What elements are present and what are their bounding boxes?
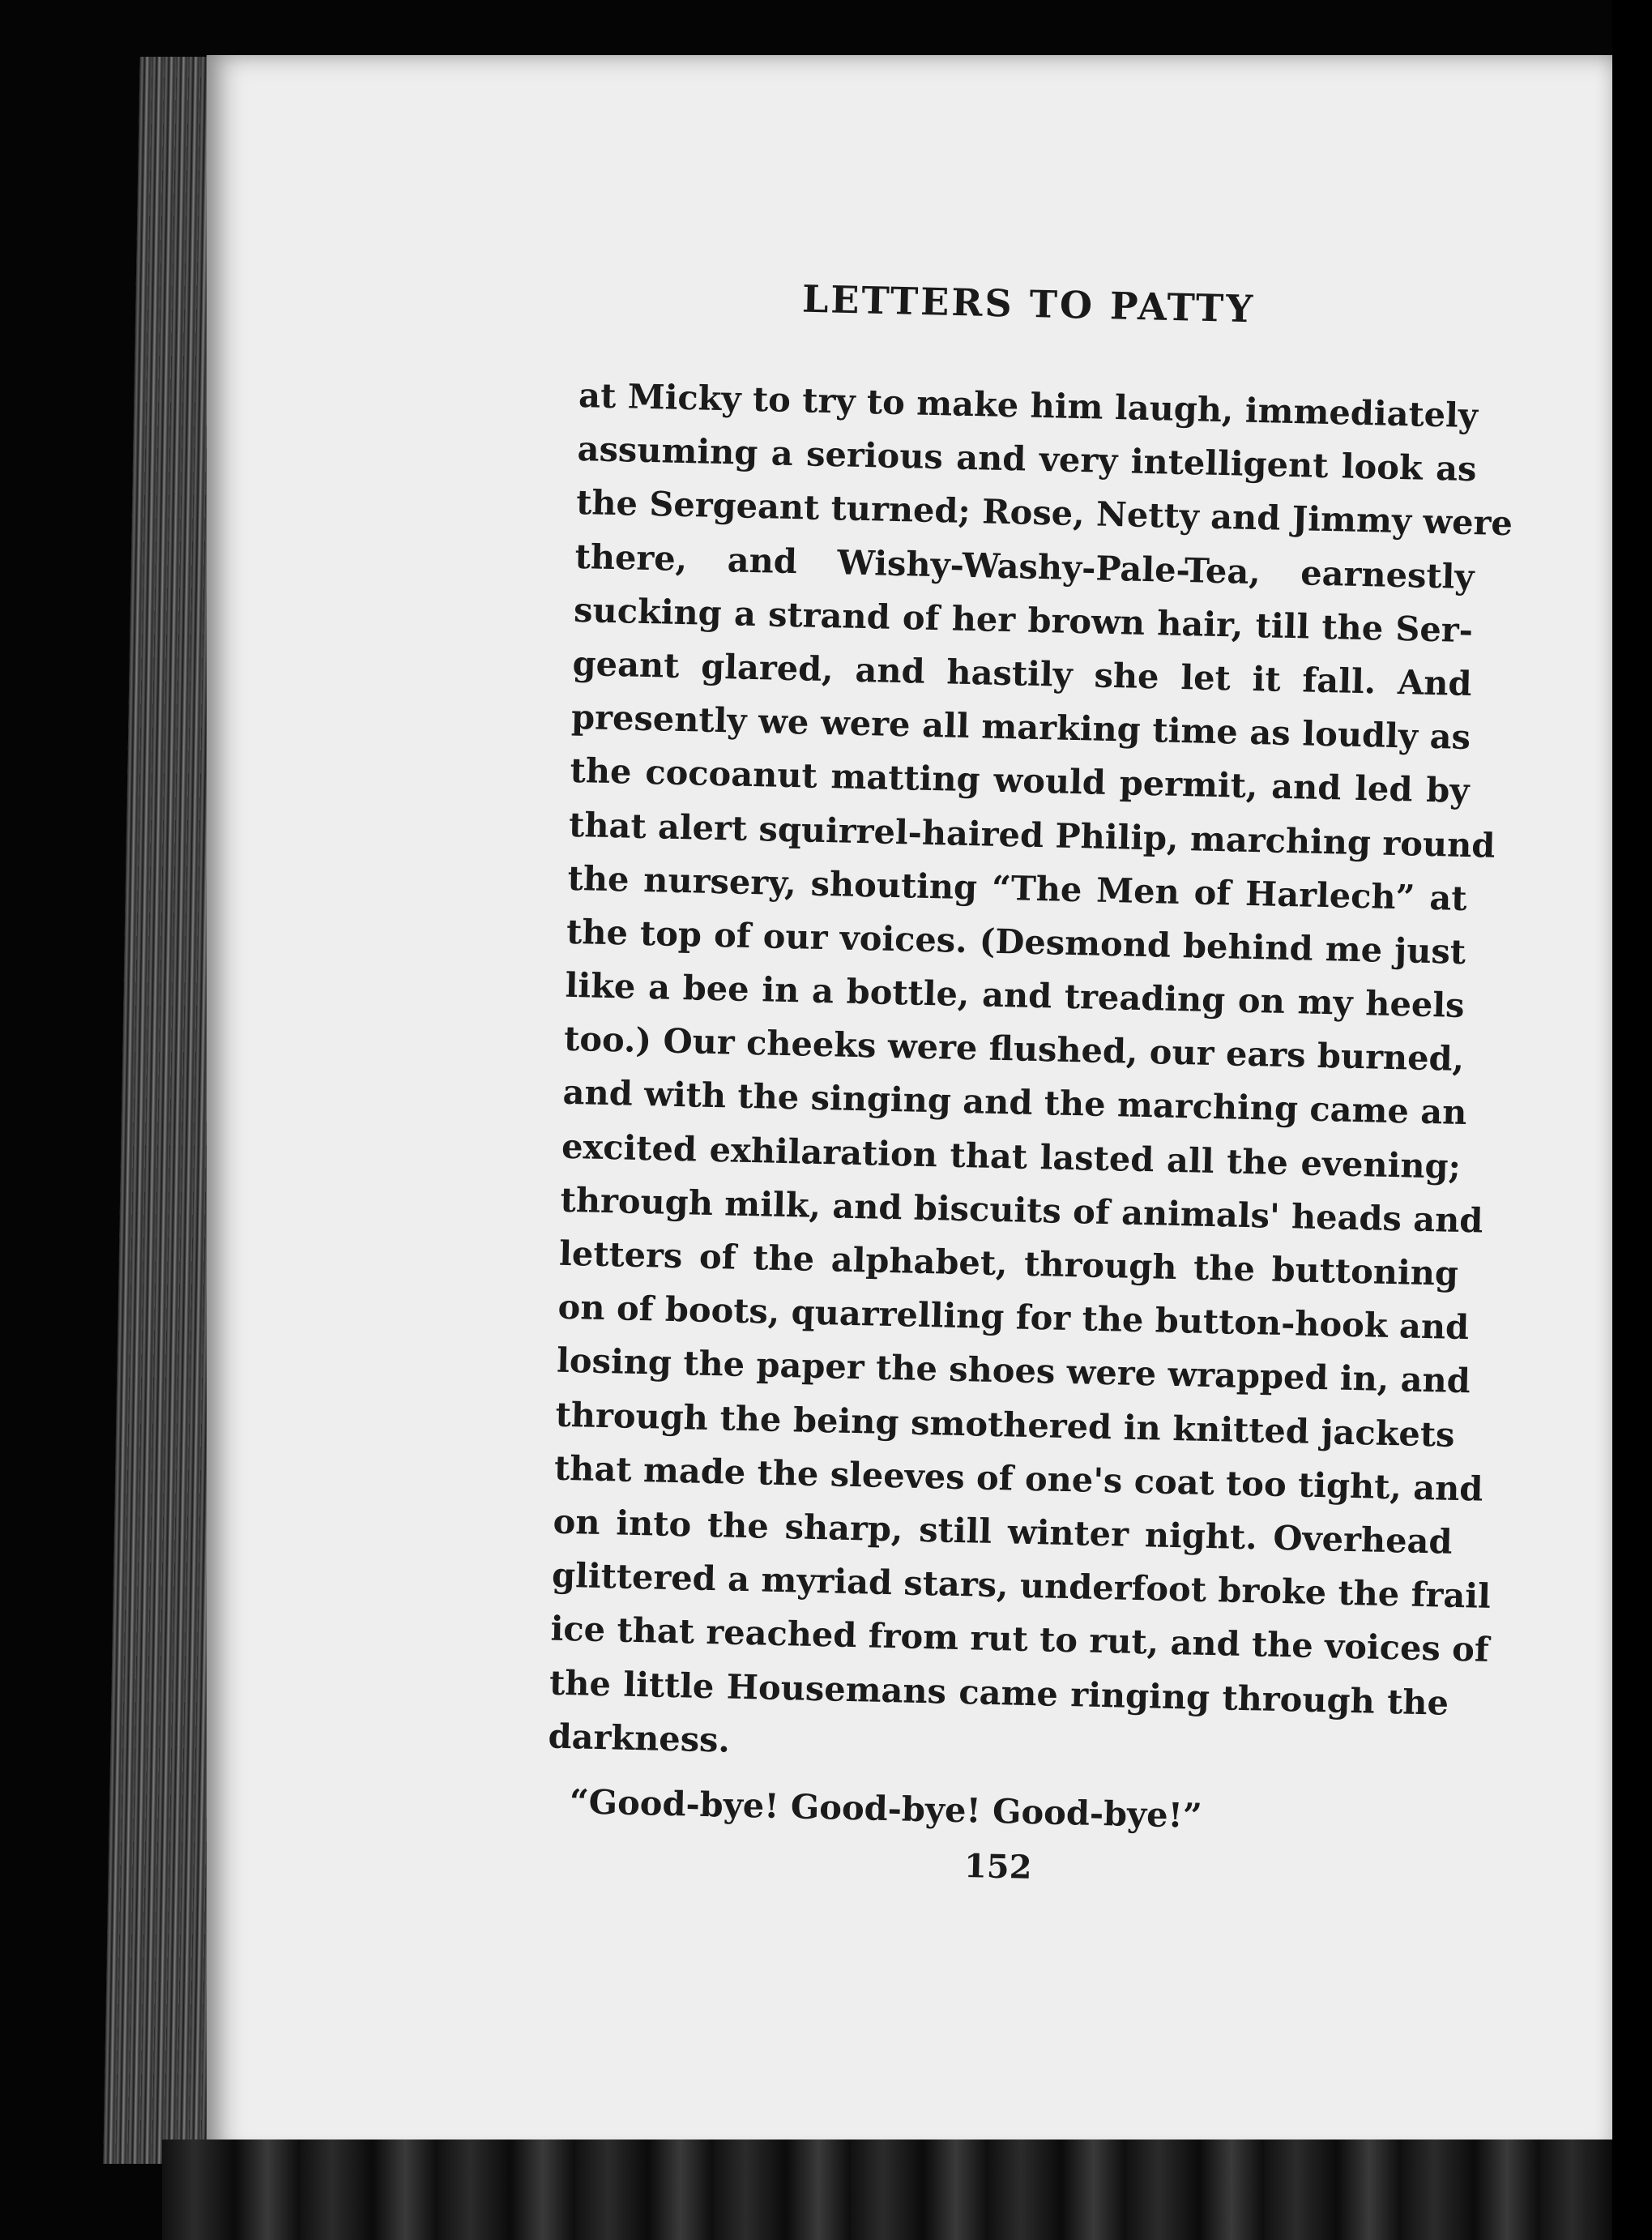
text-line: the top of our voices. (Desmond behind me just — [566, 911, 1466, 972]
text-line: presently we were all marking time as loudly as — [570, 697, 1471, 758]
text-line: the cocoanut matting would permit, and led by — [570, 750, 1471, 811]
text-line: that made the sleeves of one's coat too tight, and — [553, 1447, 1483, 1509]
text-line: too.) Our cheeks were flushed, our ears burned, — [563, 1019, 1465, 1079]
text-line: on into the sharp, still winter night. Overhead — [553, 1501, 1453, 1562]
text-line: through milk, and biscuits of animals' heads and — [560, 1179, 1483, 1241]
text-line: that alert squirrel-haired Philip, marching round — [568, 804, 1496, 866]
page-number: 152 — [963, 1847, 1033, 1887]
text-line: darkness. — [548, 1716, 731, 1760]
text-line: the nursery, shouting “The Men of Harlech” at — [567, 857, 1468, 918]
text-line: through the being smothered in knitted jackets — [555, 1394, 1456, 1455]
text-line: geant glared, and hastily she let it fall. And — [572, 643, 1473, 704]
text-line: glittered a myriad stars, underfoot broke the frail — [551, 1554, 1492, 1617]
text-line: there, and Wishy-Washy-Pale-Tea, earnestly — [574, 536, 1475, 596]
text-line: sucking a strand of her brown hair, till the Ser- — [573, 589, 1474, 650]
text-line: assuming a serious and very intelligent look as — [577, 429, 1478, 489]
text-line: letters of the alphabet, through the buttoning — [558, 1233, 1459, 1293]
text-line: the Sergeant turned; Rose, Netty and Jimmy were — [575, 482, 1513, 544]
text-line: excited exhilaration that lasted all the evening; — [561, 1126, 1462, 1186]
text-line: like a bee in a bottle, and treading on my heels — [565, 964, 1466, 1026]
running-head: LETTERS TO PATTY — [801, 276, 1256, 331]
body-text — [546, 369, 1513, 1849]
text-line: losing the paper the shoes were wrapped in, and — [556, 1340, 1471, 1401]
text-line: at Micky to try to make him laugh, immediately — [578, 374, 1479, 436]
closing-line: “Good-bye! Good-bye! Good-bye!” — [569, 1781, 1203, 1836]
text-line: the little Housemans came ringing through the — [549, 1662, 1449, 1723]
text-line: and with the singing and the marching came an — [562, 1072, 1467, 1133]
bottom-shadow — [162, 2140, 1652, 2240]
text-line: ice that reached from rut to rut, and the voices of — [550, 1608, 1490, 1670]
right-edge — [1612, 0, 1652, 2240]
text-line: on of boots, quarrelling for the button-hook and — [557, 1286, 1470, 1348]
